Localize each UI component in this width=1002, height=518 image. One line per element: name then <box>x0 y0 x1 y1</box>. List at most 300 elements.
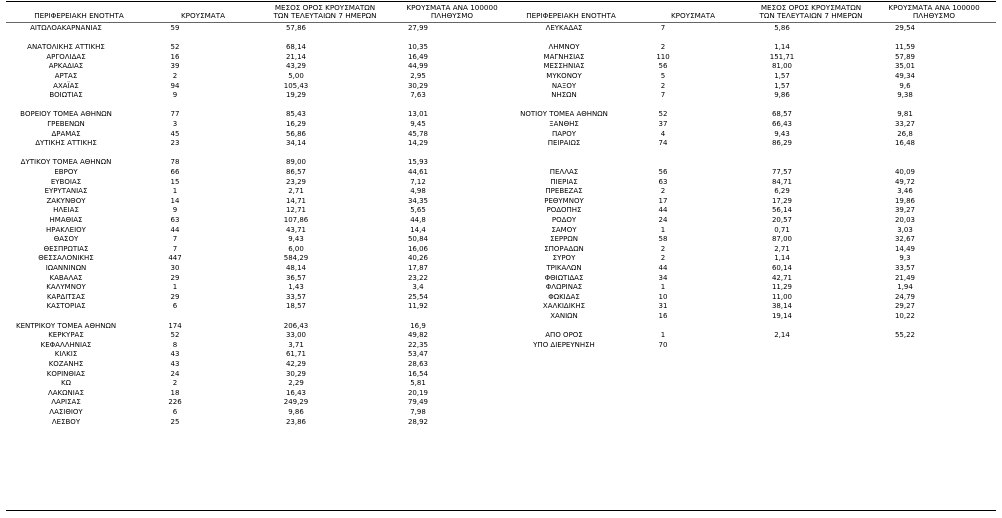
cases-value: 6 <box>172 302 178 311</box>
avg-7day-value: 87,00 <box>771 235 793 244</box>
cases-value: 24 <box>658 216 668 224</box>
per-100k-value: 9,6 <box>899 81 911 90</box>
header-per100k-left: ΚΡΟΥΣΜΑΤΑ ΑΝΑ 100000 ΠΛΗΘΥΣΜΟ <box>406 3 498 20</box>
region-name: ΑΙΤΩΛΟΑΚΑΡΝΑΝΙΑΣ <box>30 24 102 32</box>
region-name: ΛΑΡΙΣΑΣ <box>51 398 81 407</box>
per-100k-value: 57,89 <box>894 52 916 61</box>
region-name: ΛΕΣΒΟΥ <box>51 417 81 426</box>
cases-value: 59 <box>170 24 180 32</box>
region-name: ΠΕΛΛΑΣ <box>549 168 579 176</box>
cases-value: 70 <box>658 340 668 349</box>
region-name: ΣΑΜΟΥ <box>551 225 577 234</box>
per-100k-value: 7,12 <box>410 177 426 186</box>
avg-7day-value: 34,14 <box>285 139 307 148</box>
region-name: ΚΟΡΙΝΘΙΑΣ <box>46 369 86 378</box>
avg-7day-value: 77,57 <box>771 168 793 176</box>
cases-value: 2 <box>660 254 666 263</box>
avg-7day-value: 6,00 <box>288 244 304 253</box>
region-name: ΛΗΜΝΟΥ <box>548 43 580 52</box>
avg-7day-value: 20,57 <box>771 216 793 224</box>
cases-value: 7 <box>172 244 178 253</box>
cases-value <box>145 149 205 158</box>
cases-value: 34 <box>658 273 668 282</box>
per-100k-value: 34,35 <box>407 196 429 205</box>
region-name: ΚΑΣΤΟΡΙΑΣ <box>46 302 86 311</box>
per-100k-value: 13,01 <box>407 110 429 119</box>
avg-7day-value: 16,29 <box>285 120 307 128</box>
per-100k-value: 27,99 <box>407 24 429 32</box>
table-bottom-rule <box>6 510 996 511</box>
cases-value: 9 <box>172 91 178 100</box>
cases-value: 2 <box>172 72 178 80</box>
avg-7day-value: 19,29 <box>285 91 307 100</box>
per-100k-value: 7,63 <box>410 91 426 100</box>
cases-value: 56 <box>658 62 668 71</box>
avg-7day-value: 86,29 <box>771 139 793 148</box>
per-100k-value: 44,61 <box>407 168 429 176</box>
per-100k-value: 45,78 <box>407 129 429 138</box>
cases-value: 43 <box>170 360 180 368</box>
header-cases-left: ΚΡΟΥΣΜΑΤΑ <box>180 11 226 20</box>
avg-7day-value: 584,29 <box>283 254 309 263</box>
per-100k-value: 39,27 <box>894 206 916 215</box>
region-name: ΗΡΑΚΛΕΙΟΥ <box>46 225 86 234</box>
per-100k-value: 50,84 <box>407 235 429 244</box>
per-100k-value: 26,8 <box>897 129 913 138</box>
region-name: ΞΑΝΘΗΣ <box>549 120 579 128</box>
region-name <box>16 101 116 110</box>
region-name: ΑΡΚΑΔΙΑΣ <box>48 62 84 71</box>
region-name: ΛΑΚΩΝΙΑΣ <box>47 388 85 397</box>
avg-7day-value <box>266 101 326 110</box>
per-100k-value: 40,26 <box>407 254 429 263</box>
per-100k-value: 40,09 <box>894 168 916 176</box>
avg-7day-value: 36,57 <box>285 273 307 282</box>
per-100k-value: 14,4 <box>410 225 426 234</box>
cases-value: 1 <box>172 283 178 292</box>
avg-7day-value: 16,43 <box>285 388 307 397</box>
cases-value: 29 <box>170 292 180 301</box>
cases-value: 66 <box>170 168 180 176</box>
region-name: ΙΩΑΝΝΙΝΩΝ <box>45 264 87 272</box>
cases-value <box>145 34 205 43</box>
cases-value: 7 <box>172 235 178 244</box>
region-name: ΚΑΛΥΜΝΟΥ <box>46 283 86 292</box>
region-name <box>514 101 614 110</box>
cases-value: 58 <box>658 235 668 244</box>
per-100k-value: 9,45 <box>410 120 426 128</box>
avg-7day-value: 57,86 <box>285 24 307 32</box>
cases-value: 52 <box>170 331 180 340</box>
per-100k-value: 49,34 <box>894 72 916 80</box>
cases-value: 6 <box>172 408 178 416</box>
per-100k-value: 30,29 <box>407 81 429 90</box>
cases-value: 31 <box>658 302 668 311</box>
per-100k-value: 22,35 <box>407 340 429 349</box>
cases-value: 17 <box>658 196 668 205</box>
cases-value: 56 <box>658 168 668 176</box>
avg-7day-value: 249,29 <box>283 398 309 407</box>
region-name: ΧΑΝΙΩΝ <box>550 312 578 320</box>
avg-7day-value: 6,29 <box>774 187 790 196</box>
cases-value: 43 <box>170 350 180 359</box>
avg-7day-value: 9,86 <box>288 408 304 416</box>
region-name: ΑΝΑΤΟΛΙΚΗΣ ΑΤΤΙΚΗΣ <box>27 43 105 52</box>
cases-value: 8 <box>172 340 178 349</box>
region-name: ΠΙΕΡΙΑΣ <box>550 177 578 186</box>
region-name: ΔΡΑΜΑΣ <box>51 129 81 138</box>
per-100k-value <box>388 34 448 43</box>
avg-7day-value <box>266 34 326 43</box>
region-name: ΠΑΡΟΥ <box>551 129 577 138</box>
cases-value: 29 <box>170 273 180 282</box>
header-region-right: ΠΕΡΙΦΕΡΕΙΑΚΗ ΕΝΟΤΗΤΑ <box>526 11 616 20</box>
region-name <box>16 34 116 43</box>
region-name: ΚΑΒΑΛΑΣ <box>49 273 83 282</box>
per-100k-value: 1,94 <box>897 283 913 292</box>
per-100k-value <box>388 101 448 110</box>
per-100k-value: 49,82 <box>407 331 429 340</box>
avg-7day-value: 23,86 <box>285 417 307 426</box>
header-per100k-right: ΚΡΟΥΣΜΑΤΑ ΑΝΑ 100000 ΠΛΗΘΥΣΜΟ <box>888 3 980 20</box>
per-100k-value <box>875 149 935 158</box>
cases-value <box>145 312 205 321</box>
cases-value: 2 <box>660 43 666 52</box>
per-100k-value: 24,79 <box>894 292 916 301</box>
header-top-rule <box>6 1 996 2</box>
cases-value: 74 <box>658 139 668 148</box>
region-name: ΚΕΦΑΛΛΗΝΙΑΣ <box>40 340 92 349</box>
per-100k-value: 55,22 <box>894 331 916 340</box>
cases-value: 174 <box>168 321 182 330</box>
per-100k-value: 7,98 <box>410 408 426 416</box>
avg-7day-value <box>752 34 812 43</box>
per-100k-value <box>875 158 935 167</box>
region-name: ΑΧΑΪΑΣ <box>53 81 79 90</box>
region-name: ΣΠΟΡΑΔΩΝ <box>544 244 584 253</box>
per-100k-value: 16,9 <box>410 321 426 330</box>
cases-value <box>633 101 693 110</box>
cases-value: 5 <box>660 72 666 80</box>
avg-7day-value: 18,57 <box>285 302 307 311</box>
header-avg-left: ΜΕΣΟΣ ΟΡΟΣ ΚΡΟΥΣΜΑΤΩΝ ΤΩΝ ΤΕΛΕΥΤΑΙΩΝ 7 ΗΜΕΡΩΝ <box>273 3 377 20</box>
avg-7day-value: 17,29 <box>771 196 793 205</box>
avg-7day-value: 30,29 <box>285 369 307 378</box>
region-name: ΥΠΟ ΔΙΕΡΕΥΝΗΣΗ <box>533 340 595 349</box>
avg-7day-value: 21,14 <box>285 52 307 61</box>
avg-7day-value: 23,29 <box>285 177 307 186</box>
cases-value: 2 <box>660 187 666 196</box>
region-name: ΚΑΡΔΙΤΣΑΣ <box>46 292 86 301</box>
region-name: ΚΕΡΚΥΡΑΣ <box>48 331 84 340</box>
cases-value: 78 <box>170 158 180 167</box>
region-name: ΕΥΡΥΤΑΝΙΑΣ <box>44 187 88 196</box>
cases-value: 44 <box>658 206 668 215</box>
cases-value: 14 <box>170 196 180 205</box>
per-100k-value: 14,29 <box>407 139 429 148</box>
avg-7day-value <box>752 149 812 158</box>
region-name: ΡΟΔΟΥ <box>551 216 577 224</box>
avg-7day-value: 66,43 <box>771 120 793 128</box>
cases-value: 2 <box>660 81 666 90</box>
cases-value: 52 <box>170 43 180 52</box>
per-100k-value: 4,98 <box>410 187 426 196</box>
avg-7day-value: 60,14 <box>771 264 793 272</box>
per-100k-value: 33,57 <box>894 264 916 272</box>
per-100k-value <box>388 312 448 321</box>
region-name: ΗΛΕΙΑΣ <box>53 206 79 215</box>
region-name: ΦΛΩΡΙΝΑΣ <box>545 283 583 292</box>
region-name: ΤΡΙΚΑΛΩΝ <box>546 264 582 272</box>
cases-value: 18 <box>170 388 180 397</box>
region-name: ΡΕΘΥΜΝΟΥ <box>544 196 584 205</box>
avg-7day-value: 84,71 <box>771 177 793 186</box>
region-name: ΘΕΣΠΡΩΤΙΑΣ <box>43 244 89 253</box>
cases-value: 44 <box>658 264 668 272</box>
avg-7day-value: 3,71 <box>288 340 304 349</box>
cases-value: 2 <box>172 379 178 388</box>
region-name: ΖΑΚΥΝΘΟΥ <box>46 196 86 205</box>
per-100k-value: 9,81 <box>897 110 913 119</box>
avg-7day-value: 0,71 <box>774 225 790 234</box>
per-100k-value: 19,86 <box>894 196 916 205</box>
region-name: ΑΡΓΟΛΙΔΑΣ <box>46 52 86 61</box>
header-avg-right: ΜΕΣΟΣ ΟΡΟΣ ΚΡΟΥΣΜΑΤΩΝ ΤΩΝ ΤΕΛΕΥΤΑΙΩΝ 7 ΗΜΕΡΩΝ <box>759 3 863 20</box>
cases-value: 52 <box>658 110 668 119</box>
avg-7day-value: 2,71 <box>288 187 304 196</box>
avg-7day-value <box>752 322 812 331</box>
per-100k-value <box>875 341 935 350</box>
avg-7day-value: 9,43 <box>288 235 304 244</box>
region-name: ΔΥΤΙΚΗΣ ΑΤΤΙΚΗΣ <box>35 139 97 148</box>
region-name: ΚΕΝΤΡΙΚΟΥ ΤΟΜΕΑ ΑΘΗΝΩΝ <box>16 321 117 330</box>
region-name: ΕΒΡΟΥ <box>54 168 78 176</box>
cases-value: 77 <box>170 110 180 119</box>
avg-7day-value: 38,14 <box>771 302 793 311</box>
avg-7day-value: 43,29 <box>285 62 307 71</box>
per-100k-value <box>875 101 935 110</box>
region-name: ΒΟΙΩΤΙΑΣ <box>49 91 83 100</box>
cases-value: 24 <box>170 369 180 378</box>
avg-7day-value: 89,00 <box>285 158 307 167</box>
header-cases-right: ΚΡΟΥΣΜΑΤΑ <box>670 11 716 20</box>
region-name: ΚΙΛΚΙΣ <box>54 350 78 359</box>
region-name <box>514 149 614 158</box>
avg-7day-value: 151,71 <box>769 52 795 61</box>
cases-value: 4 <box>660 129 666 138</box>
cases-value <box>633 158 693 167</box>
per-100k-value <box>388 149 448 158</box>
cases-value: 30 <box>170 264 180 272</box>
region-name: ΘΕΣΣΑΛΟΝΙΚΗΣ <box>38 254 94 263</box>
per-100k-value: 44,99 <box>407 62 429 71</box>
avg-7day-value: 48,14 <box>285 264 307 272</box>
avg-7day-value: 11,00 <box>771 292 793 301</box>
avg-7day-value: 5,00 <box>288 72 304 80</box>
per-100k-value: 3,46 <box>897 187 913 196</box>
per-100k-value: 49,72 <box>894 177 916 186</box>
avg-7day-value <box>752 341 812 350</box>
per-100k-value: 28,92 <box>407 417 429 426</box>
cases-value: 9 <box>172 206 178 215</box>
region-name <box>514 322 614 331</box>
per-100k-value: 44,8 <box>410 216 426 224</box>
cases-value: 94 <box>170 81 180 90</box>
region-name: ΠΡΕΒΕΖΑΣ <box>545 187 583 196</box>
avg-7day-value: 12,71 <box>285 206 307 215</box>
per-100k-value <box>875 34 935 43</box>
avg-7day-value: 9,86 <box>774 91 790 100</box>
avg-7day-value: 206,43 <box>283 321 309 330</box>
avg-7day-value: 81,00 <box>771 62 793 71</box>
cases-value: 23 <box>170 139 180 148</box>
region-name: ΦΩΚΙΔΑΣ <box>548 292 580 301</box>
region-name: ΕΥΒΟΙΑΣ <box>50 177 82 186</box>
region-name: ΝΑΞΟΥ <box>551 81 577 90</box>
per-100k-value: 53,47 <box>407 350 429 359</box>
cases-value: 63 <box>658 177 668 186</box>
avg-7day-value: 2,29 <box>288 379 304 388</box>
avg-7day-value: 43,71 <box>285 225 307 234</box>
avg-7day-value: 56,14 <box>771 206 793 215</box>
cases-value: 44 <box>170 225 180 234</box>
per-100k-value: 28,63 <box>407 360 429 368</box>
per-100k-value: 79,49 <box>407 398 429 407</box>
per-100k-value: 33,27 <box>894 120 916 128</box>
avg-7day-value: 11,29 <box>771 283 793 292</box>
per-100k-value: 16,48 <box>894 139 916 148</box>
cases-value: 25 <box>170 417 180 426</box>
avg-7day-value: 86,57 <box>285 168 307 176</box>
region-name: ΡΟΔΟΠΗΣ <box>546 206 582 215</box>
region-name: ΠΕΙΡΑΙΩΣ <box>547 139 581 148</box>
region-name: ΣΥΡΟΥ <box>552 254 576 263</box>
avg-7day-value: 2,14 <box>774 331 790 340</box>
per-100k-value: 11,92 <box>407 302 429 311</box>
region-name: ΝΗΣΩΝ <box>551 91 577 100</box>
per-100k-value: 29,54 <box>894 24 916 32</box>
region-name <box>16 312 116 321</box>
per-100k-value: 29,27 <box>894 302 916 311</box>
avg-7day-value: 14,71 <box>285 196 307 205</box>
cases-value: 1 <box>660 225 666 234</box>
region-name: ΜΥΚΟΝΟΥ <box>546 72 582 80</box>
region-name: ΚΩ <box>61 379 71 388</box>
region-name: ΝΟΤΙΟΥ ΤΟΜΕΑ ΑΘΗΝΩΝ <box>520 110 608 119</box>
per-100k-value: 16,06 <box>407 244 429 253</box>
per-100k-value: 11,59 <box>894 43 916 52</box>
header-region-left: ΠΕΡΙΦΕΡΕΙΑΚΗ ΕΝΟΤΗΤΑ <box>34 11 124 20</box>
cases-value: 37 <box>658 120 668 128</box>
avg-7day-value <box>752 101 812 110</box>
region-name: ΛΕΥΚΑΔΑΣ <box>545 24 583 32</box>
per-100k-value: 23,22 <box>407 273 429 282</box>
per-100k-value: 14,49 <box>894 244 916 253</box>
cases-value: 63 <box>170 216 180 224</box>
avg-7day-value: 42,29 <box>285 360 307 368</box>
avg-7day-value: 56,86 <box>285 129 307 138</box>
cases-value: 15 <box>170 177 180 186</box>
cases-value: 226 <box>168 398 182 407</box>
region-name: ΑΠΟ ΟΡΟΣ <box>545 331 583 340</box>
cases-value: 10 <box>658 292 668 301</box>
region-name: ΣΕΡΡΩΝ <box>550 235 578 244</box>
avg-7day-value: 33,57 <box>285 292 307 301</box>
avg-7day-value <box>752 158 812 167</box>
avg-7day-value: 5,86 <box>774 24 790 32</box>
cases-value: 1 <box>660 331 666 340</box>
cases-value <box>633 149 693 158</box>
region-name <box>514 34 614 43</box>
region-name: ΓΡΕΒΕΝΩΝ <box>47 120 85 128</box>
per-100k-value: 9,38 <box>897 91 913 100</box>
avg-7day-value: 1,14 <box>774 43 790 52</box>
cases-value: 110 <box>656 52 670 61</box>
cases-value: 39 <box>170 62 180 71</box>
avg-7day-value: 42,71 <box>771 273 793 282</box>
region-name: ΧΑΛΚΙΔΙΚΗΣ <box>542 302 586 311</box>
per-100k-value: 25,54 <box>407 292 429 301</box>
per-100k-value: 10,22 <box>894 312 916 320</box>
avg-7day-value: 19,14 <box>771 312 793 320</box>
avg-7day-value: 1,57 <box>774 72 790 80</box>
region-name: ΜΕΣΣΗΝΙΑΣ <box>543 62 585 71</box>
per-100k-value: 5,81 <box>410 379 426 388</box>
region-name: ΘΑΣΟΥ <box>53 235 79 244</box>
region-name: ΗΜΑΘΙΑΣ <box>49 216 83 224</box>
avg-7day-value: 107,86 <box>283 216 309 224</box>
per-100k-value: 3,4 <box>412 283 424 292</box>
cases-value: 16 <box>170 52 180 61</box>
cases-value <box>145 101 205 110</box>
avg-7day-value: 9,43 <box>774 129 790 138</box>
cases-value: 3 <box>172 120 178 128</box>
region-name <box>16 149 116 158</box>
per-100k-value: 5,65 <box>410 206 426 215</box>
per-100k-value <box>875 322 935 331</box>
cases-value <box>633 34 693 43</box>
cases-value: 2 <box>660 244 666 253</box>
per-100k-value: 16,54 <box>407 369 429 378</box>
per-100k-value: 21,49 <box>894 273 916 282</box>
avg-7day-value: 1,57 <box>774 81 790 90</box>
per-100k-value: 20,19 <box>407 388 429 397</box>
per-100k-value: 20,03 <box>894 216 916 224</box>
region-name: ΦΘΙΩΤΙΔΑΣ <box>544 273 584 282</box>
avg-7day-value: 1,43 <box>288 283 304 292</box>
cases-value: 16 <box>658 312 668 320</box>
cases-value: 45 <box>170 129 180 138</box>
avg-7day-value <box>266 149 326 158</box>
header-bottom-rule <box>6 22 996 23</box>
per-100k-value: 9,3 <box>899 254 911 263</box>
per-100k-value: 16,49 <box>407 52 429 61</box>
region-name <box>514 158 614 167</box>
cases-value: 1 <box>660 283 666 292</box>
avg-7day-value: 61,71 <box>285 350 307 359</box>
avg-7day-value: 68,14 <box>285 43 307 52</box>
avg-7day-value: 33,00 <box>285 331 307 340</box>
per-100k-value: 2,95 <box>410 72 426 80</box>
region-name: ΛΑΣΙΘΙΟΥ <box>49 408 83 416</box>
avg-7day-value: 1,14 <box>774 254 790 263</box>
cases-value: 7 <box>660 24 666 32</box>
cases-value <box>633 322 693 331</box>
per-100k-value: 3,03 <box>897 225 913 234</box>
avg-7day-value <box>266 312 326 321</box>
cases-value: 7 <box>660 91 666 100</box>
region-name: ΑΡΤΑΣ <box>54 72 78 80</box>
